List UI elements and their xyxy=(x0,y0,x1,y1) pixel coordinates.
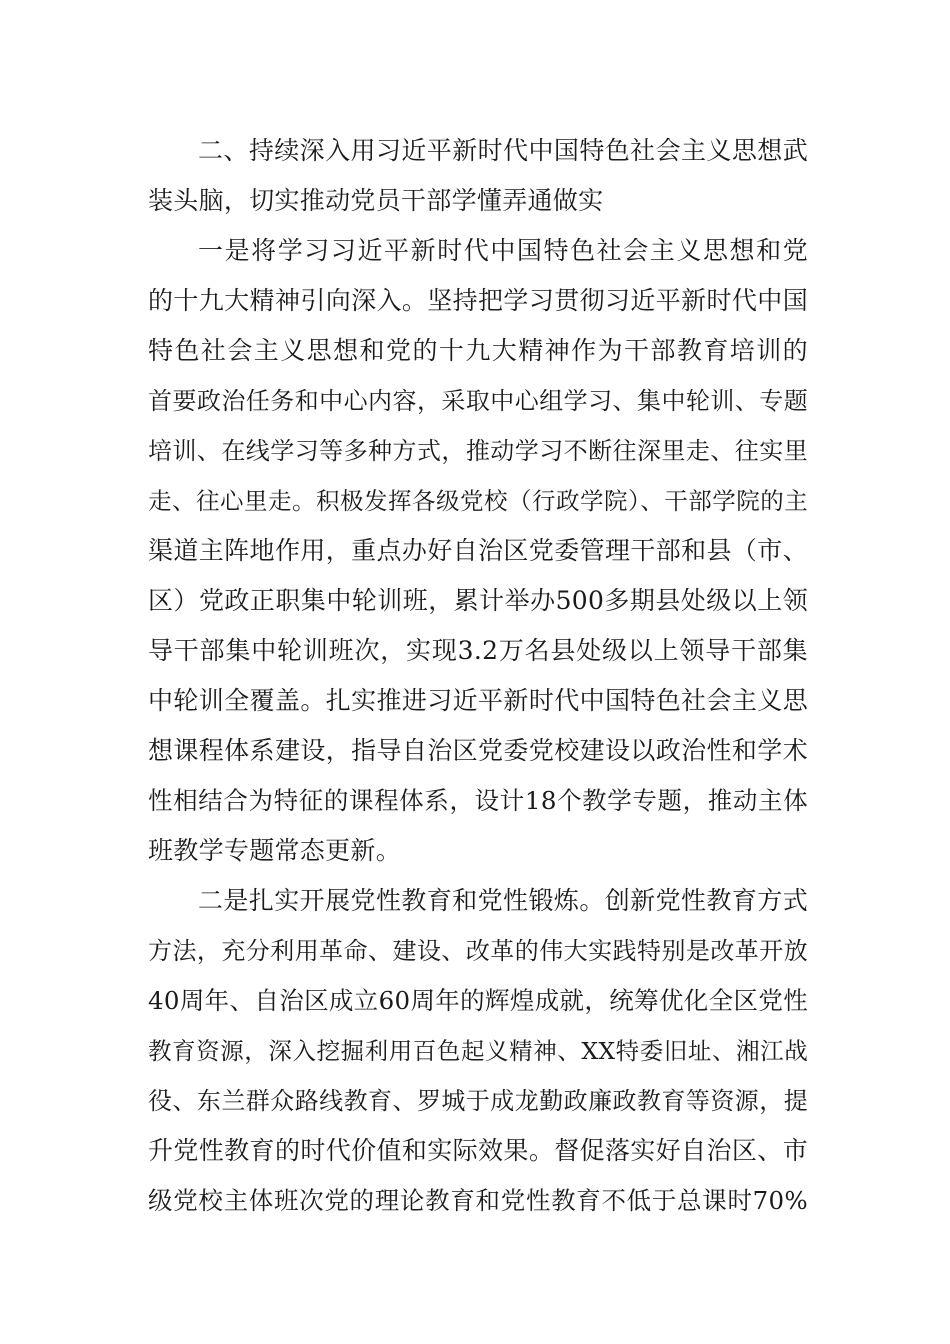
paragraph-1-line-7: 渠道主阵地作用，重点办好自治区党委管理干部和县（市、 xyxy=(148,536,808,565)
paragraph-1-line-4: 首要政治任务和中心内容，采取中心组学习、集中轮训、专题 xyxy=(148,387,808,415)
heading-line-1: 二、持续深入用习近平新时代中国特色社会主义思想武 xyxy=(198,136,808,165)
paragraph-1-line-3: 特色社会主义思想和党的十九大精神作为干部教育培训的 xyxy=(148,336,808,365)
paragraph-1-line-11: 想课程体系建设，指导自治区党委党校建设以政治性和学术 xyxy=(148,736,808,765)
paragraph-2-line-1: 二是扎实开展党性教育和党性锻炼。创新党性教育方式 xyxy=(198,886,808,915)
paragraph-2-line-7: 级党校主体班次党的理论教育和党性教育不低于总课时70% xyxy=(148,1186,808,1215)
paragraph-1-line-9: 导干部集中轮训班次，实现3.2万名县处级以上领导干部集 xyxy=(148,636,808,665)
paragraph-2-line-5: 役、东兰群众路线教育、罗城于成龙勤政廉政教育等资源，提 xyxy=(148,1087,808,1115)
paragraph-1-line-2: 的十九大精神引向深入。坚持把学习贯彻习近平新时代中国 xyxy=(148,286,808,315)
paragraph-1-line-6: 走、往心里走。积极发挥各级党校（行政学院）、干部学院的主 xyxy=(148,487,808,515)
paragraph-1-line-13: 班教学专题常态更新。 xyxy=(148,836,402,865)
paragraph-2-line-6: 升党性教育的时代价值和实际效果。督促落实好自治区、市 xyxy=(148,1136,808,1165)
paragraph-2-line-2: 方法，充分利用革命、建设、改革的伟大实践特别是改革开放 xyxy=(148,937,808,965)
paragraph-2-line-4: 教育资源，深入挖掘利用百色起义精神、XX特委旧址、湘江战 xyxy=(148,1037,808,1065)
paragraph-1-line-1: 一是将学习习近平新时代中国特色社会主义思想和党 xyxy=(198,236,808,265)
heading-line-2: 装头脑，切实推动党员干部学懂弄通做实 xyxy=(148,186,604,215)
paragraph-1-line-12: 性相结合为特征的课程体系，设计18个教学专题，推动主体 xyxy=(148,786,808,815)
paragraph-1-line-5: 培训、在线学习等多种方式，推动学习不断往深里走、往实里 xyxy=(148,437,808,465)
paragraph-1-line-10: 中轮训全覆盖。扎实推进习近平新时代中国特色社会主义思 xyxy=(148,686,808,715)
paragraph-2-line-3: 40周年、自治区成立60周年的辉煌成就，统筹优化全区党性 xyxy=(148,986,808,1015)
paragraph-1-line-8: 区）党政正职集中轮训班，累计举办500多期县处级以上领 xyxy=(148,586,808,615)
